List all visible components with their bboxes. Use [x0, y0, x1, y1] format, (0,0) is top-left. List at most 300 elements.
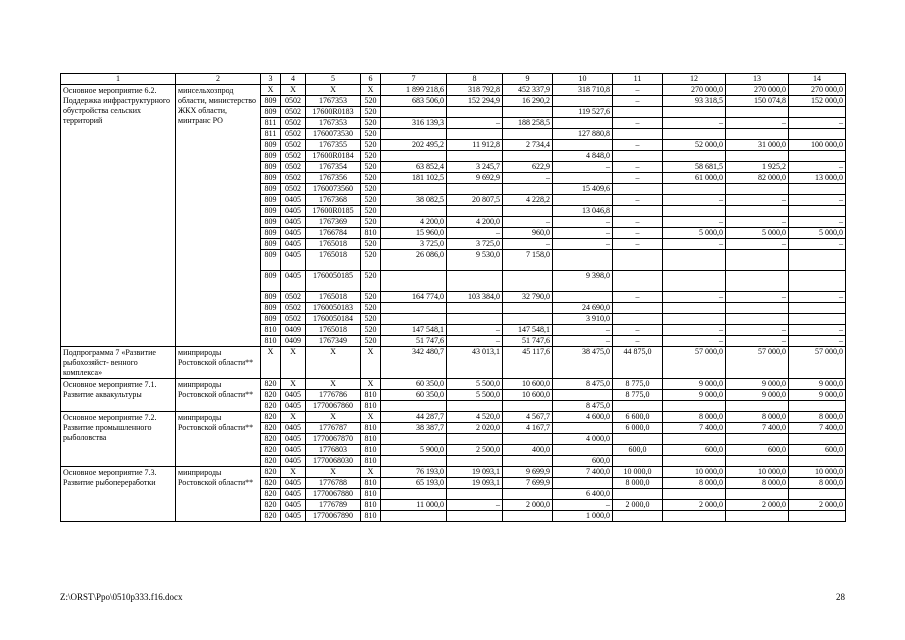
table-cell [381, 303, 447, 314]
table-cell: 7 699,9 [503, 478, 553, 489]
table-cell: – [553, 162, 613, 173]
table-cell: 43 013,1 [447, 347, 503, 379]
table-cell: 8 775,0 [613, 379, 663, 390]
table-cell: 5 500,0 [447, 379, 503, 390]
table-cell: 11 912,8 [447, 140, 503, 151]
table-cell [447, 401, 503, 412]
table-cell: 0502 [281, 292, 306, 303]
table-cell [613, 129, 663, 140]
table-cell: – [613, 239, 663, 250]
table-cell: 1776803 [306, 445, 361, 456]
table-cell [789, 151, 846, 162]
table-cell: – [613, 173, 663, 184]
table-cell: 65 193,0 [381, 478, 447, 489]
table-cell: 0502 [281, 107, 306, 118]
table-cell: 38 475,0 [553, 347, 613, 379]
table-cell: – [726, 195, 789, 206]
table-cell: 820 [261, 412, 281, 423]
table-cell: 3 725,0 [381, 239, 447, 250]
table-cell [663, 129, 726, 140]
table-cell: 24 690,0 [553, 303, 613, 314]
table-cell: 8 000,0 [789, 478, 846, 489]
table-cell: 26 086,0 [381, 250, 447, 271]
table-cell: 17600R0183 [306, 107, 361, 118]
table-cell: 100 000,0 [789, 140, 846, 151]
table-cell [726, 250, 789, 271]
table-cell: 2 020,0 [447, 423, 503, 434]
table-cell: 810 [261, 325, 281, 336]
table-cell: 8 475,0 [553, 401, 613, 412]
table-cell: – [789, 239, 846, 250]
table-cell: 1767353 [306, 118, 361, 129]
table-cell: 600,0 [553, 456, 613, 467]
table-cell: 57 000,0 [663, 347, 726, 379]
table-cell: 9 000,0 [726, 379, 789, 390]
table-cell: 0405 [281, 456, 306, 467]
table-cell: 1767353 [306, 96, 361, 107]
table-cell [381, 151, 447, 162]
table-cell: 0502 [281, 140, 306, 151]
column-header: 12 [663, 74, 726, 85]
table-cell [726, 401, 789, 412]
table-cell [663, 434, 726, 445]
table-cell [789, 206, 846, 217]
table-cell: – [613, 217, 663, 228]
table-cell: – [553, 325, 613, 336]
table-cell: – [726, 292, 789, 303]
header-row [61, 74, 846, 85]
table-cell: 0405 [281, 434, 306, 445]
table-cell: – [663, 292, 726, 303]
table-cell: 810 [361, 489, 381, 500]
table-cell: 820 [261, 467, 281, 478]
table-cell [447, 489, 503, 500]
table-cell: 400,0 [503, 445, 553, 456]
table-cell [789, 271, 846, 292]
table-cell: 9 398,0 [553, 271, 613, 292]
executor: минприроды Ростовской области** [176, 412, 261, 467]
table-cell: 810 [361, 456, 381, 467]
table-cell: – [726, 118, 789, 129]
table-cell: 960,0 [503, 228, 553, 239]
table-cell: 119 527,6 [553, 107, 613, 118]
table-cell: 20 807,5 [447, 195, 503, 206]
table-cell: 809 [261, 292, 281, 303]
table-cell: 9 692,9 [447, 173, 503, 184]
column-header: 8 [447, 74, 503, 85]
activity-name: Подпрограмма 7 «Развитие рыбохозяйст- венного комплекса» [61, 347, 176, 379]
table-cell [663, 401, 726, 412]
table-row [61, 412, 846, 423]
table-cell [447, 107, 503, 118]
table-cell: – [726, 239, 789, 250]
table-cell: 520 [361, 96, 381, 107]
table-cell: 1776789 [306, 500, 361, 511]
table-cell [726, 107, 789, 118]
table-cell [553, 173, 613, 184]
table-cell: 0502 [281, 96, 306, 107]
table-cell: 9 000,0 [726, 390, 789, 401]
table-cell [503, 511, 553, 522]
table-cell: 10 000,0 [789, 467, 846, 478]
table-cell [381, 206, 447, 217]
table-cell: 1760073530 [306, 129, 361, 140]
table-cell: – [663, 325, 726, 336]
table-cell: 0405 [281, 195, 306, 206]
table-cell: 10 000,0 [663, 467, 726, 478]
table-cell: 520 [361, 292, 381, 303]
table-cell [789, 489, 846, 500]
table-cell: 0409 [281, 325, 306, 336]
column-header: 4 [281, 74, 306, 85]
table-cell: X [361, 347, 381, 379]
table-cell: 1776787 [306, 423, 361, 434]
table-cell: 809 [261, 228, 281, 239]
table-cell: 17600R0185 [306, 206, 361, 217]
column-header: 1 [61, 74, 176, 85]
activity-name: Основное мероприятие 7.2. Развитие промышленного рыболовства [61, 412, 176, 467]
table-cell: 9 000,0 [789, 379, 846, 390]
table-cell: – [613, 96, 663, 107]
table-cell: 4 228,2 [503, 195, 553, 206]
table-row [61, 467, 846, 478]
table-cell [553, 478, 613, 489]
table-cell: X [306, 467, 361, 478]
table-cell [663, 250, 726, 271]
table-cell: 4 848,0 [553, 151, 613, 162]
table-cell: 3 725,0 [447, 239, 503, 250]
executor: минсельхозпрод области, министерство ЖКХ области, минтранс РО [176, 85, 261, 347]
table-cell: 1767369 [306, 217, 361, 228]
table-cell: 316 139,3 [381, 118, 447, 129]
table-cell: 1760050183 [306, 303, 361, 314]
table-cell: 103 384,0 [447, 292, 503, 303]
table-cell [553, 292, 613, 303]
table-cell [663, 314, 726, 325]
table-cell: 6 400,0 [553, 489, 613, 500]
table-cell: 9 000,0 [663, 390, 726, 401]
table-cell: – [553, 228, 613, 239]
table-cell: 9 000,0 [663, 379, 726, 390]
table-cell: 810 [361, 390, 381, 401]
table-cell [613, 489, 663, 500]
table-cell [447, 151, 503, 162]
executor: минприроды Ростовской области** [176, 347, 261, 379]
table-cell: 2 734,4 [503, 140, 553, 151]
table-cell: 5 000,0 [789, 228, 846, 239]
table-cell [503, 107, 553, 118]
table-cell: 820 [261, 478, 281, 489]
table-cell: 1776786 [306, 390, 361, 401]
column-header: 14 [789, 74, 846, 85]
table-cell: 2 000,0 [726, 500, 789, 511]
table-cell: – [726, 217, 789, 228]
table-cell [503, 303, 553, 314]
table-cell [553, 445, 613, 456]
table-cell: 809 [261, 195, 281, 206]
table-row [61, 85, 846, 96]
table-cell [789, 314, 846, 325]
table-cell: 4 520,0 [447, 412, 503, 423]
table-cell: 1767354 [306, 162, 361, 173]
column-header: 9 [503, 74, 553, 85]
table-cell: 820 [261, 500, 281, 511]
table-cell [553, 118, 613, 129]
table-cell: – [613, 140, 663, 151]
table-cell: 809 [261, 140, 281, 151]
table-cell: 809 [261, 206, 281, 217]
table-cell: 622,9 [503, 162, 553, 173]
table-cell [789, 107, 846, 118]
table-cell: 147 548,1 [381, 325, 447, 336]
table-cell [613, 250, 663, 271]
table-cell [613, 434, 663, 445]
table-cell: – [726, 325, 789, 336]
table-cell: 1760073560 [306, 184, 361, 195]
table-cell [613, 456, 663, 467]
table-cell: 820 [261, 390, 281, 401]
executor: минприроды Ростовской области** [176, 379, 261, 412]
table-cell: – [663, 195, 726, 206]
table-cell: 150 074,8 [726, 96, 789, 107]
table-cell: 19 093,1 [447, 478, 503, 489]
table-cell: 820 [261, 379, 281, 390]
table-cell: 152 294,9 [447, 96, 503, 107]
table-cell [503, 129, 553, 140]
table-cell: 10 000,0 [613, 467, 663, 478]
table-cell: 0405 [281, 423, 306, 434]
table-cell: 520 [361, 239, 381, 250]
table-cell: – [663, 118, 726, 129]
table-cell: 1770067890 [306, 511, 361, 522]
table-cell: 38 387,7 [381, 423, 447, 434]
table-cell [789, 456, 846, 467]
table-cell: 5 900,0 [381, 445, 447, 456]
table-cell: 7 400,0 [789, 423, 846, 434]
table-cell: 318 792,8 [447, 85, 503, 96]
table-cell: 1765018 [306, 292, 361, 303]
table-cell: 63 852,4 [381, 162, 447, 173]
table-cell [613, 184, 663, 195]
table-cell: 202 495,2 [381, 140, 447, 151]
table-cell [663, 271, 726, 292]
table-cell: 4 200,0 [381, 217, 447, 228]
table-cell [447, 271, 503, 292]
table-cell [503, 489, 553, 500]
table-cell: 0502 [281, 118, 306, 129]
column-header: 6 [361, 74, 381, 85]
table-cell: – [553, 239, 613, 250]
table-cell: 7 158,0 [503, 250, 553, 271]
table-cell [553, 390, 613, 401]
table-cell [663, 511, 726, 522]
table-cell: 6 600,0 [613, 412, 663, 423]
table-cell: 31 000,0 [726, 140, 789, 151]
table-cell: 0502 [281, 184, 306, 195]
table-cell: 1 899 218,6 [381, 85, 447, 96]
table-cell: 19 093,1 [447, 467, 503, 478]
table-cell: 10 000,0 [726, 467, 789, 478]
table-cell: – [503, 217, 553, 228]
table-cell: 2 500,0 [447, 445, 503, 456]
table-cell: 820 [261, 401, 281, 412]
table-cell: X [306, 379, 361, 390]
table-cell: 809 [261, 217, 281, 228]
table-cell: 809 [261, 151, 281, 162]
table-cell: 1760050184 [306, 314, 361, 325]
table-cell: 0405 [281, 239, 306, 250]
table-cell: 318 710,8 [553, 85, 613, 96]
table-cell: 8 000,0 [613, 478, 663, 489]
table-cell: 0405 [281, 217, 306, 228]
table-cell: 11 000,0 [381, 500, 447, 511]
table-cell: 820 [261, 434, 281, 445]
table-cell: 1 000,0 [553, 511, 613, 522]
table-cell: 0405 [281, 489, 306, 500]
table-cell [503, 206, 553, 217]
table-cell: 810 [361, 478, 381, 489]
table-cell: 32 790,0 [503, 292, 553, 303]
table-cell: 0405 [281, 445, 306, 456]
table-cell: 0405 [281, 250, 306, 271]
table-cell [447, 511, 503, 522]
table-cell: 2 000,0 [613, 500, 663, 511]
table-cell [726, 511, 789, 522]
table-cell [726, 303, 789, 314]
table-cell: 57 000,0 [726, 347, 789, 379]
table-cell [447, 184, 503, 195]
table-cell: 1760050185 [306, 271, 361, 292]
table-cell: 8 475,0 [553, 379, 613, 390]
table-cell: – [789, 118, 846, 129]
table-cell: X [281, 379, 306, 390]
table-cell: 809 [261, 250, 281, 271]
table-cell [726, 489, 789, 500]
table-cell: 7 400,0 [726, 423, 789, 434]
table-cell: 810 [361, 434, 381, 445]
table-cell [613, 271, 663, 292]
table-cell: – [663, 239, 726, 250]
table-cell [503, 184, 553, 195]
table-cell: 5 000,0 [726, 228, 789, 239]
table-cell: 7 400,0 [663, 423, 726, 434]
table-cell: – [789, 195, 846, 206]
table-cell: – [613, 228, 663, 239]
table-cell: 4 200,0 [447, 217, 503, 228]
table-cell: – [447, 500, 503, 511]
table-cell: X [281, 412, 306, 423]
table-cell: 520 [361, 173, 381, 184]
table-cell: 2 000,0 [789, 500, 846, 511]
table-cell: 60 350,0 [381, 390, 447, 401]
table-cell: 1767355 [306, 140, 361, 151]
table-cell [613, 206, 663, 217]
table-cell: 0502 [281, 151, 306, 162]
table-cell: 520 [361, 303, 381, 314]
table-cell: – [663, 336, 726, 347]
table-cell: 810 [361, 500, 381, 511]
table-cell [789, 511, 846, 522]
table-cell: – [613, 118, 663, 129]
table-cell: – [613, 162, 663, 173]
table-cell: – [503, 173, 553, 184]
table-cell: 809 [261, 271, 281, 292]
table-cell [447, 303, 503, 314]
table-cell: 10 600,0 [503, 379, 553, 390]
table-cell [553, 423, 613, 434]
table-cell: 6 000,0 [613, 423, 663, 434]
table-cell [789, 129, 846, 140]
table-cell: 181 102,5 [381, 173, 447, 184]
table-cell: 270 000,0 [726, 85, 789, 96]
table-cell: 520 [361, 184, 381, 195]
table-cell: 810 [361, 511, 381, 522]
table-cell: – [447, 336, 503, 347]
table-cell: 811 [261, 129, 281, 140]
table-cell: 0405 [281, 500, 306, 511]
column-header: 3 [261, 74, 281, 85]
table-cell: 270 000,0 [663, 85, 726, 96]
table-cell [789, 250, 846, 271]
table-cell: – [613, 85, 663, 96]
table-cell: 8 000,0 [726, 412, 789, 423]
table-cell [447, 314, 503, 325]
table-cell: 520 [361, 336, 381, 347]
table-cell [381, 107, 447, 118]
table-cell: 342 480,7 [381, 347, 447, 379]
table-cell: 820 [261, 511, 281, 522]
table-cell: X [306, 85, 361, 96]
table-cell [503, 401, 553, 412]
table-cell: 8 000,0 [789, 412, 846, 423]
table-cell [613, 314, 663, 325]
table-cell: 809 [261, 173, 281, 184]
table-cell: – [553, 217, 613, 228]
table-cell: X [281, 467, 306, 478]
table-cell [663, 489, 726, 500]
table-cell: 0405 [281, 271, 306, 292]
table-cell [726, 456, 789, 467]
activity-name: Основное мероприятие 6.2. Поддержка инфраструктурного обустройства сельских территорий [61, 85, 176, 347]
table-cell [381, 456, 447, 467]
table-cell [503, 271, 553, 292]
table-cell: 600,0 [789, 445, 846, 456]
table-cell: 17600R0184 [306, 151, 361, 162]
table-cell: 1765018 [306, 239, 361, 250]
table-cell: X [361, 412, 381, 423]
table-cell: 820 [261, 445, 281, 456]
table-cell [613, 401, 663, 412]
table-cell [447, 129, 503, 140]
column-header: 2 [176, 74, 261, 85]
table-cell: 3 910,0 [553, 314, 613, 325]
table-cell: 3 245,7 [447, 162, 503, 173]
table-cell: 2 000,0 [663, 500, 726, 511]
table-cell: 0405 [281, 478, 306, 489]
table-cell: 600,0 [726, 445, 789, 456]
table-cell [381, 489, 447, 500]
table-cell: X [361, 379, 381, 390]
table-cell: 0502 [281, 314, 306, 325]
table-cell [381, 314, 447, 325]
table-cell: 4 600,0 [553, 412, 613, 423]
table-cell: 188 258,5 [503, 118, 553, 129]
table-cell: 0405 [281, 390, 306, 401]
table-cell: 44 287,7 [381, 412, 447, 423]
table-cell: 0409 [281, 336, 306, 347]
table-cell: – [663, 217, 726, 228]
table-cell [663, 303, 726, 314]
